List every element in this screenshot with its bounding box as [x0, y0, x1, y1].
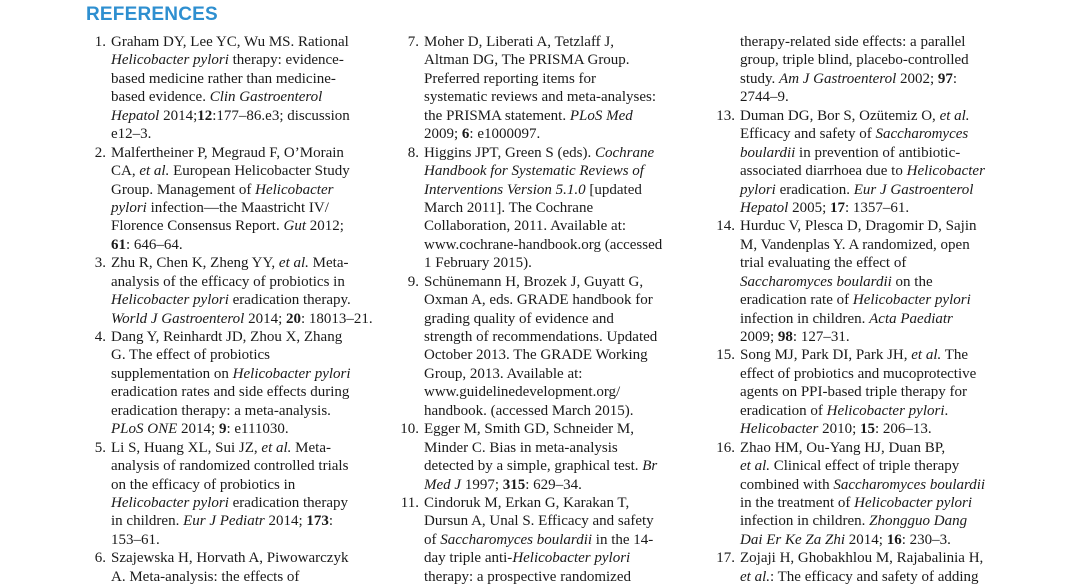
- reference-text: combined with Saccharomyces boulardii: [740, 476, 986, 493]
- reference-text: handbook. (accessed March 2015).: [424, 402, 634, 419]
- reference-line: [90, 549, 380, 567]
- reference-number: 16.: [716, 439, 735, 456]
- reference-number: 6.: [94, 550, 106, 567]
- reference-text: Szajewska H, Horvath A, Piwowarczyk: [111, 550, 349, 567]
- reference-text: therapy: a prospective randomized: [424, 568, 631, 585]
- reference-text: et al. Clinical effect of triple therapy: [740, 458, 960, 475]
- reference-line: [398, 217, 698, 235]
- reference-line: [90, 310, 380, 328]
- reference-text: 153–61.: [111, 531, 160, 548]
- reference-text: Hurduc V, Plesca D, Dragomir D, Sajin: [740, 218, 977, 235]
- reference-line: [90, 476, 380, 494]
- reference-line: [90, 181, 380, 199]
- reference-line: [714, 310, 1014, 328]
- reference-line: [90, 162, 380, 180]
- reference-line: [714, 33, 1014, 51]
- reference-line: [714, 236, 1014, 254]
- reference-text: day triple anti-Helicobacter pylori: [424, 550, 631, 567]
- reference-line: [714, 346, 1014, 364]
- reference-number: 15.: [716, 347, 735, 364]
- reference-column-2: [398, 33, 698, 586]
- reference-text: Florence Consensus Report. Gut 2012;: [111, 218, 344, 235]
- reference-line: [90, 88, 380, 106]
- reference-text: Med J 1997; 315: 629–34.: [424, 476, 582, 493]
- reference-number: 13.: [716, 107, 735, 124]
- reference-line: [398, 383, 698, 401]
- reference-number: 2.: [94, 144, 106, 161]
- reference-line: [90, 70, 380, 88]
- reference-line: [714, 273, 1014, 291]
- reference-text: infection in children. Acta Paediatr: [740, 310, 953, 327]
- reference-text: Minder C. Bias in meta-analysis: [424, 439, 618, 456]
- reference-line: [714, 107, 1014, 125]
- reference-text: Dang Y, Reinhardt JD, Zhou X, Zhang: [111, 329, 343, 345]
- reference-line: [90, 512, 380, 530]
- reference-text: Hepatol 2014;12:177–86.e3; discussion: [111, 107, 350, 124]
- reference-text: pylori eradication. Eur J Gastroenterol: [740, 181, 974, 198]
- reference-text: Graham DY, Lee YC, Wu MS. Rational: [111, 34, 349, 50]
- reference-text: Zhao HM, Ou-Yang HJ, Duan BP,: [740, 439, 946, 456]
- reference-line: [714, 199, 1014, 217]
- reference-text: Duman DG, Bor S, Ozütemiz O, et al.: [740, 107, 970, 124]
- reference-line: [90, 365, 380, 383]
- reference-text: Handbook for Systematic Reviews of: [424, 163, 644, 180]
- reference-line: [90, 420, 380, 438]
- reference-text: www.cochrane-handbook.org (accessed: [424, 236, 663, 253]
- reference-line: [714, 568, 1014, 586]
- reference-line: [398, 33, 698, 51]
- reference-text: G. The effect of probiotics: [111, 347, 270, 364]
- reference-text: World J Gastroenterol 2014; 20: 18013–21.: [111, 310, 373, 327]
- reference-text: October 2013. The GRADE Working: [424, 347, 648, 364]
- reference-number: 11.: [400, 494, 419, 511]
- reference-number: 1.: [94, 34, 106, 50]
- reference-line: [90, 439, 380, 457]
- reference-line: [90, 346, 380, 364]
- reference-line: [90, 402, 380, 420]
- reference-text: Helicobacter pylori eradication therapy: [111, 494, 348, 511]
- reference-line: [90, 144, 380, 162]
- reference-text: trial evaluating the effect of: [740, 255, 907, 272]
- reference-line: [714, 254, 1014, 272]
- reference-text: systematic reviews and meta-analyses:: [424, 89, 657, 106]
- reference-line: [398, 181, 698, 199]
- reference-line: [398, 51, 698, 69]
- reference-line: [714, 88, 1014, 106]
- reference-line: [714, 70, 1014, 88]
- reference-text: supplementation on Helicobacter pylori: [111, 365, 351, 382]
- reference-text: Higgins JPT, Green S (eds). Cochrane: [424, 144, 655, 161]
- reference-line: [398, 494, 698, 512]
- reference-text: eradication of Helicobacter pylori.: [740, 402, 949, 419]
- reference-text: M, Vandenplas Y. A randomized, open: [740, 236, 970, 253]
- reference-text: of Saccharomyces boulardii in the 14-: [424, 531, 654, 548]
- reference-text: the PRISMA statement. PLoS Med: [424, 107, 633, 124]
- reference-line: [398, 144, 698, 162]
- reference-text: in children. Eur J Pediatr 2014; 173:: [111, 513, 334, 530]
- reference-text: Li S, Huang XL, Sui JZ, et al. Meta-: [111, 439, 331, 456]
- reference-text: eradication therapy: a meta-analysis.: [111, 402, 331, 419]
- reference-text: detected by a simple, graphical test. Br: [424, 458, 658, 475]
- reference-line: [714, 476, 1014, 494]
- reference-text: Song MJ, Park DI, Park JH, et al. The: [740, 347, 969, 364]
- reference-text: based medicine rather than medicine-: [111, 70, 336, 87]
- reference-text: et al.: The efficacy and safety of adding: [740, 568, 979, 585]
- reference-line: [398, 199, 698, 217]
- reference-line: [90, 217, 380, 235]
- reference-line: [398, 346, 698, 364]
- reference-text: March 2011]. The Cochrane: [424, 199, 594, 216]
- reference-line: [714, 51, 1014, 69]
- reference-line: [90, 273, 380, 291]
- reference-text: Zhu R, Chen K, Zheng YY, et al. Meta-: [111, 255, 349, 272]
- reference-line: [398, 549, 698, 567]
- reference-number: 7.: [407, 34, 419, 50]
- reference-line: [398, 420, 698, 438]
- reference-text: therapy-related side effects: a parallel: [740, 34, 966, 50]
- reference-text: agents on PPI-based triple therapy for: [740, 384, 968, 401]
- reference-line: [714, 125, 1014, 143]
- reference-line: [90, 457, 380, 475]
- reference-text: 2744–9.: [740, 89, 789, 106]
- reference-text: analysis of the efficacy of probiotics in: [111, 273, 345, 290]
- reference-text: Moher D, Liberati A, Tetzlaff J,: [424, 34, 615, 50]
- reference-line: [90, 531, 380, 549]
- reference-text: Helicobacter 2010; 15: 206–13.: [740, 421, 932, 438]
- reference-text: Egger M, Smith GD, Schneider M,: [424, 421, 634, 438]
- reference-text: grading quality of evidence and: [424, 310, 614, 327]
- reference-text: associated diarrhoea due to Helicobacter: [740, 163, 985, 180]
- reference-text: 61: 646–64.: [111, 236, 183, 253]
- reference-line: [714, 181, 1014, 199]
- reference-line: [90, 291, 380, 309]
- reference-text: Oxman A, eds. GRADE handbook for: [424, 292, 653, 309]
- reference-line: [714, 365, 1014, 383]
- reference-text: Preferred reporting items for: [424, 70, 597, 87]
- reference-line: [398, 439, 698, 457]
- reference-line: [714, 162, 1014, 180]
- reference-text: www.guidelinedevelopment.org/: [424, 384, 621, 401]
- reference-line: [714, 328, 1014, 346]
- reference-text: Group. Management of Helicobacter: [111, 181, 334, 198]
- reference-line: [714, 439, 1014, 457]
- reference-text: Group, 2013. Available at:: [424, 365, 583, 382]
- reference-text: Saccharomyces boulardii on the: [740, 273, 933, 290]
- reference-line: [398, 236, 698, 254]
- reference-number: 9.: [407, 273, 419, 290]
- reference-text: infection in children. Zhongguo Dang: [740, 513, 968, 530]
- reference-line: [714, 512, 1014, 530]
- reference-line: [90, 568, 380, 586]
- reference-line: [398, 531, 698, 549]
- reference-line: [714, 549, 1014, 567]
- reference-line: [90, 125, 380, 143]
- reference-text: Dursun A, Unal S. Efficacy and safety: [424, 513, 654, 530]
- reference-text: analysis of randomized controlled trials: [111, 458, 349, 475]
- reference-text: based evidence. Clin Gastroenterol: [111, 89, 323, 106]
- reference-text: Dai Er Ke Za Zhi 2014; 16: 230–3.: [740, 531, 951, 548]
- reference-line: [398, 568, 698, 586]
- reference-line: [714, 531, 1014, 549]
- reference-text: Helicobacter pylori eradication therapy.: [111, 292, 351, 309]
- reference-line: [398, 512, 698, 530]
- reference-text: Efficacy and safety of Saccharomyces: [740, 126, 969, 143]
- reference-line: [398, 402, 698, 420]
- reference-text: Hepatol 2005; 17: 1357–61.: [740, 199, 910, 216]
- reference-line: [398, 107, 698, 125]
- reference-number: 8.: [407, 144, 419, 161]
- reference-text: e12–3.: [111, 126, 152, 143]
- reference-line: [90, 383, 380, 401]
- reference-line: [714, 383, 1014, 401]
- reference-text: eradication rate of Helicobacter pylori: [740, 292, 971, 309]
- reference-text: Altman DG, The PRISMA Group.: [424, 52, 630, 69]
- reference-line: [398, 457, 698, 475]
- reference-number: 14.: [716, 218, 735, 235]
- reference-number: 10.: [400, 421, 419, 438]
- reference-text: Interventions Version 5.1.0 [updated: [424, 181, 642, 198]
- reference-text: Helicobacter pylori therapy: evidence-: [111, 52, 344, 69]
- reference-text: boulardii in prevention of antibiotic-: [740, 144, 961, 161]
- reference-line: [398, 310, 698, 328]
- reference-line: [714, 420, 1014, 438]
- reference-line: [398, 328, 698, 346]
- reference-text: pylori infection—the Maastricht IV/: [111, 199, 329, 216]
- reference-line: [714, 402, 1014, 420]
- reference-column-3: [714, 33, 1014, 586]
- reference-text: effect of probiotics and mucoprotective: [740, 365, 977, 382]
- reference-text: Zojaji H, Ghobakhlou M, Rajabalinia H,: [740, 550, 984, 567]
- reference-line: [90, 254, 380, 272]
- reference-line: [398, 291, 698, 309]
- reference-text: Schünemann H, Brozek J, Guyatt G,: [424, 273, 644, 290]
- reference-line: [90, 328, 380, 346]
- reference-text: A. Meta-analysis: the effects of: [111, 568, 300, 585]
- reference-line: [714, 457, 1014, 475]
- reference-line: [398, 476, 698, 494]
- reference-text: eradication rates and side effects during: [111, 384, 350, 401]
- reference-line: [714, 291, 1014, 309]
- reference-text: PLoS ONE 2014; 9: e111030.: [111, 421, 289, 438]
- reference-text: CA, et al. European Helicobacter Study: [111, 163, 350, 180]
- reference-text: Cindoruk M, Erkan G, Karakan T,: [424, 494, 630, 511]
- reference-text: 1 February 2015).: [424, 255, 532, 272]
- reference-text: on the efficacy of probiotics in: [111, 476, 296, 493]
- reference-line: [90, 494, 380, 512]
- reference-text: group, triple blind, placebo-controlled: [740, 52, 969, 69]
- reference-line: [90, 199, 380, 217]
- reference-text: Collaboration, 2011. Available at:: [424, 218, 627, 235]
- reference-text: 2009; 98: 127–31.: [740, 329, 850, 345]
- reference-text: strength of recommendations. Updated: [424, 329, 658, 345]
- reference-line: [398, 162, 698, 180]
- reference-column-1: [90, 33, 380, 586]
- reference-text: in the treatment of Helicobacter pylori: [740, 494, 973, 511]
- reference-line: [714, 144, 1014, 162]
- reference-number: 17.: [716, 550, 735, 567]
- reference-line: [398, 254, 698, 272]
- reference-line: [398, 273, 698, 291]
- reference-line: [398, 125, 698, 143]
- reference-line: [398, 88, 698, 106]
- reference-line: [90, 236, 380, 254]
- reference-text: 2009; 6: e1000097.: [424, 126, 541, 143]
- reference-text: Malfertheiner P, Megraud F, O’Morain: [111, 144, 344, 161]
- reference-line: [714, 494, 1014, 512]
- reference-line: [90, 107, 380, 125]
- references-heading: REFERENCES: [86, 4, 218, 25]
- reference-number: 5.: [94, 439, 106, 456]
- reference-number: 4.: [94, 329, 106, 345]
- reference-line: [90, 51, 380, 69]
- reference-number: 3.: [94, 255, 106, 272]
- reference-line: [398, 365, 698, 383]
- reference-text: study. Am J Gastroenterol 2002; 97:: [740, 70, 958, 87]
- reference-line: [398, 70, 698, 88]
- reference-line: [90, 33, 380, 51]
- reference-line: [714, 217, 1014, 235]
